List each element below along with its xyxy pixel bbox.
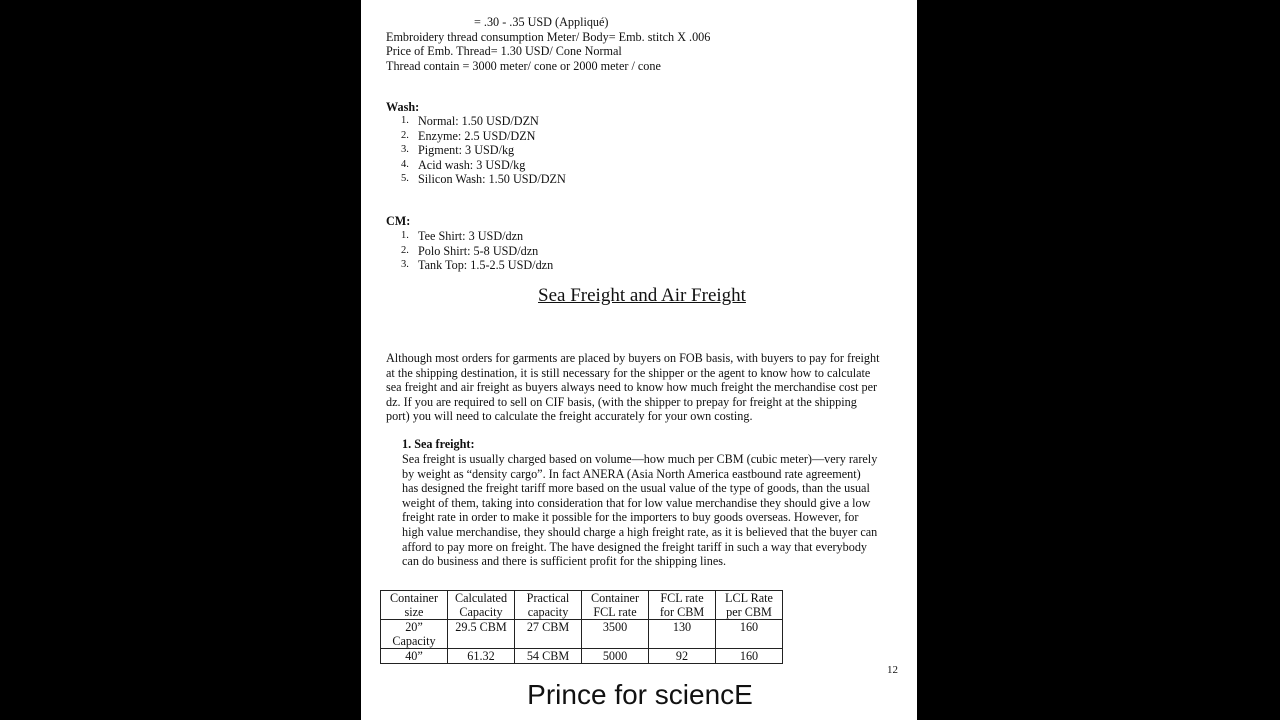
- list-item: 1. Tee Shirt: 3 USD/dzn: [401, 229, 524, 243]
- paragraph-line: by weight as “density cargo”. In fact ANERA (Asia North America eastbound rate agreement): [402, 466, 861, 481]
- paragraph-line: dz. If you are required to sell on CIF basis, (with the shipper to prepay for freight at the shipping: [386, 394, 857, 409]
- paragraph-line: freight rate in order to make it possible for the importers to buy goods overseas. However, for: [402, 510, 859, 525]
- table-cell: 5000: [582, 649, 649, 664]
- freight-rate-table: [380, 590, 783, 664]
- table-row: [381, 620, 783, 649]
- table-cell: 29.5 CBM: [448, 620, 515, 649]
- table-cell: 40”: [381, 649, 448, 664]
- thread-consumption: Embroidery thread consumption Meter/ Body= Emb. stitch X .006: [386, 30, 711, 44]
- header-container-fcl-rate: Container FCL rate: [582, 591, 649, 620]
- header-fcl-rate-cbm: FCL rate for CBM: [649, 591, 716, 620]
- cm-title: CM:: [386, 214, 411, 228]
- paragraph-line: afford to pay more on freight. The have designed the freight tariff in such a way that everybody: [402, 539, 868, 554]
- list-item: 2. Polo Shirt: 5-8 USD/dzn: [401, 243, 539, 258]
- table-header-row: [381, 591, 783, 620]
- paragraph-line: has designed the freight tariff more based on the usual value of the type of goods, than the usual: [402, 481, 870, 496]
- sea-freight-title: 1. Sea freight:: [402, 437, 475, 451]
- table-cell: 160: [716, 620, 783, 649]
- list-item: 1. Normal: 1.50 USD/DZN: [401, 114, 539, 128]
- channel-watermark: Prince for sciencE: [527, 679, 753, 710]
- page-number: 12: [887, 664, 898, 676]
- header-practical-capacity: Practical capacity: [515, 591, 582, 620]
- cm-list: [394, 229, 553, 273]
- thread-contain: Thread contain = 3000 meter/ cone or 2000 meter / cone: [386, 59, 661, 73]
- wash-list: [394, 114, 566, 187]
- table-cell: 92: [649, 649, 716, 664]
- header-calculated-capacity: Calculated Capacity: [448, 591, 515, 620]
- paragraph-line: weight of them, taking into consideration that for low value merchandise they should give a low: [402, 495, 871, 510]
- paragraph-line: can do business and there is sufficient profit for the shipping lines.: [402, 554, 727, 569]
- table-cell: 27 CBM: [515, 620, 582, 649]
- table-cell: 20” Capacity: [381, 620, 448, 649]
- table-cell: 3500: [582, 620, 649, 649]
- intro-paragraph: [386, 351, 880, 424]
- header-lcl-rate-cbm: LCL Rate per CBM: [716, 591, 783, 620]
- sea-freight-paragraph: [402, 452, 877, 569]
- header-container-size: Container size: [381, 591, 448, 620]
- document-page: [361, 0, 917, 720]
- list-item: 5. Silicon Wash: 1.50 USD/DZN: [401, 172, 566, 187]
- table-row: [381, 649, 783, 664]
- paragraph-line: sea freight and air freight as buyers always need to know how much freight the merchandise cost per: [386, 380, 878, 395]
- section-heading: Sea Freight and Air Freight: [538, 285, 746, 306]
- paragraph-line: Sea freight is usually charged based on volume—how much per CBM (cubic meter)—very rarely: [402, 452, 878, 466]
- table-cell: 54 CBM: [515, 649, 582, 664]
- list-item: 3. Pigment: 3 USD/kg: [401, 143, 515, 158]
- list-item: 4. Acid wash: 3 USD/kg: [401, 157, 526, 172]
- paragraph-line: Although most orders for garments are placed by buyers on FOB basis, with buyers to pay for freight: [386, 351, 880, 365]
- table-cell: 160: [716, 649, 783, 664]
- wash-title: Wash:: [386, 100, 420, 114]
- table-cell: 130: [649, 620, 716, 649]
- paragraph-line: high value merchandise, they should charge a high freight rate, as it is believed that the buyer can: [402, 524, 878, 539]
- list-item: 2. Enzyme: 2.5 USD/DZN: [401, 128, 536, 143]
- paragraph-line: at the shipping destination, it is still necessary for the shipper or the agent to know how to calculate: [386, 365, 871, 380]
- applique-price: = .30 - .35 USD (Appliqué): [474, 15, 609, 29]
- paragraph-line: port) you will need to calculate the freight accurately for your own costing.: [386, 409, 753, 424]
- table-cell: 61.32: [448, 649, 515, 664]
- thread-price: Price of Emb. Thread= 1.30 USD/ Cone Normal: [386, 44, 622, 58]
- list-item: 3. Tank Top: 1.5-2.5 USD/dzn: [401, 258, 554, 273]
